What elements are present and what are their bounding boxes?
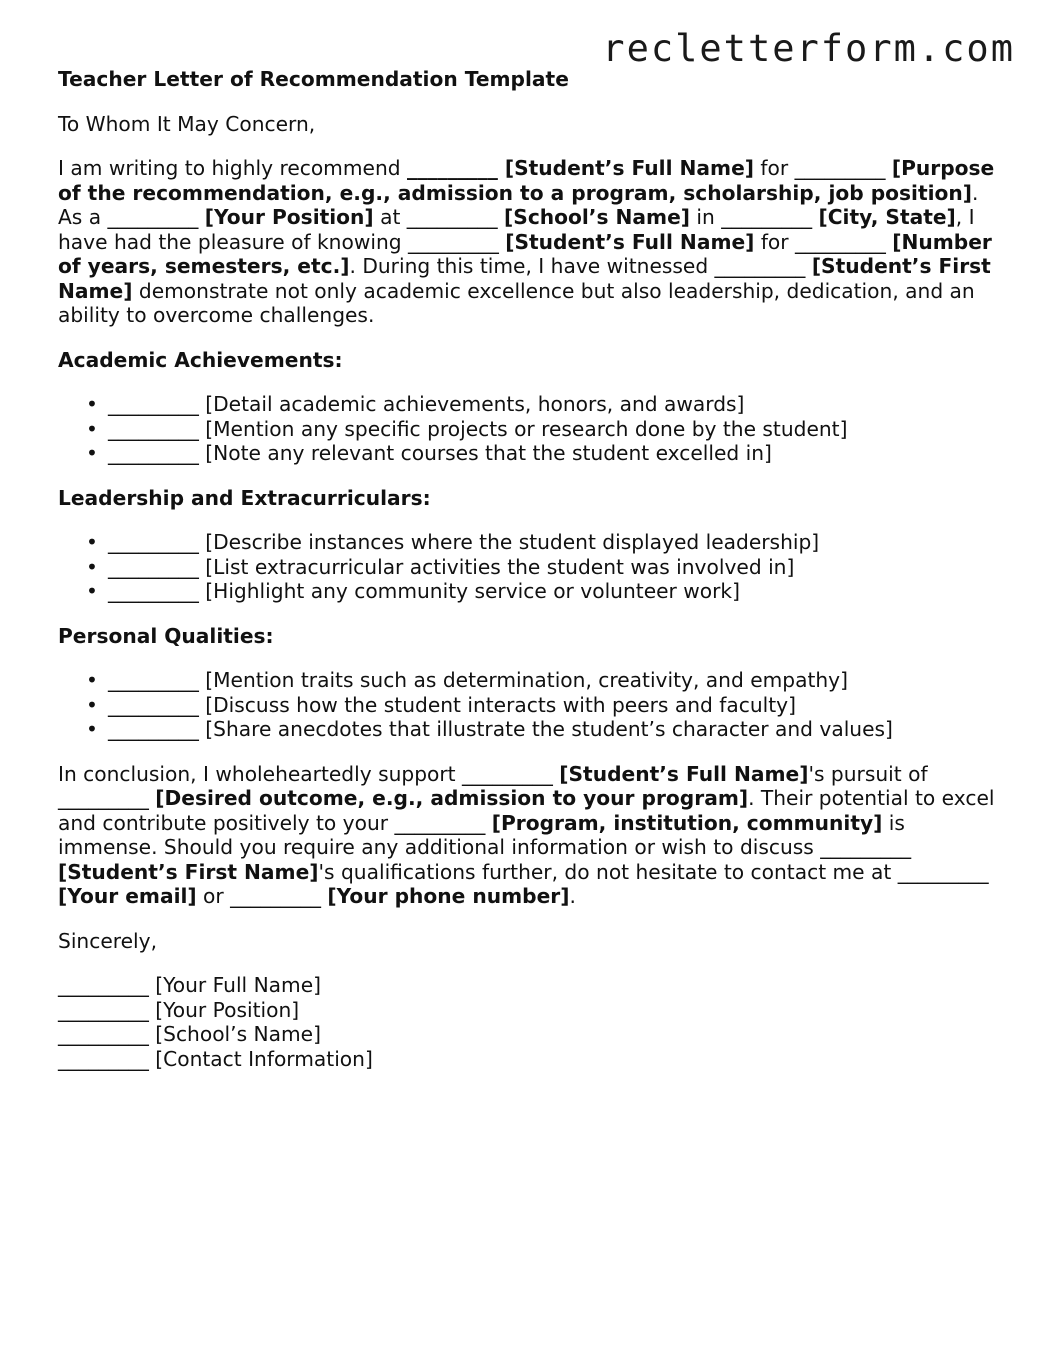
conclusion-text: 's pursuit of _________ [58,761,928,810]
intro-text: demonstrate not only academic excellence but also leadership, dedication, and an ability to overcome challenges. [58,278,975,327]
letter-document [58,67,998,1071]
conclusion-text: In conclusion, I wholeheartedly support _________ [58,761,560,786]
intro-text: . During this time, I have witnessed _________ [349,254,812,278]
intro-text: at _________ [373,205,505,229]
intro-field-city-state: [City, State] [818,205,956,229]
list-item: • _________ [Note any relevant courses that the student excelled in] [108,441,998,466]
conclusion-field-student-name: [Student’s Full Name] [559,761,809,786]
intro-paragraph [58,156,998,328]
salutation: To Whom It May Concern, [58,111,316,136]
academic-list [58,392,998,466]
conclusion-field-outcome: [Desired outcome, e.g., admission to your program] [155,786,749,810]
site-watermark: recletterform.com [602,27,1015,70]
leadership-list [58,530,998,604]
section-heading-academic: Academic Achievements: [58,347,343,372]
signature-block [58,973,998,1071]
closing: Sincerely, [58,928,157,953]
list-item: • _________ [Mention any specific projects or research done by the student] [108,417,998,442]
conclusion-text: 's qualifications further, do not hesitate to contact me at _________ [318,859,989,884]
conclusion-field-phone: [Your phone number] [327,884,570,908]
conclusion-field-email: [Your email] [58,884,197,908]
signature-line-position: _________ [Your Position] [58,997,300,1022]
intro-field-school: [School’s Name] [504,205,690,229]
conclusion-field-first-name: [Student’s First Name] [58,859,319,884]
list-item: • _________ [Describe instances where the student displayed leadership] [108,530,998,555]
list-item: • _________ [Mention traits such as determination, creativity, and empathy] [108,668,998,693]
list-item: • _________ [Detail academic achievements, honors, and awards] [108,392,998,417]
conclusion-text: or _________ [196,884,328,908]
document-title: Teacher Letter of Recommendation Template [58,67,569,91]
conclusion-text: is immense. Should you require any additional information or wish to discuss _________ [58,810,912,859]
intro-field-purpose: [Purpose of the recommendation, e.g., admission to a program, scholarship, job position] [58,156,995,205]
intro-text: in _________ [690,205,819,229]
intro-text: . As a _________ [58,180,979,229]
intro-field-student-name: _________ [Student’s Full Name] [406,156,754,180]
intro-text: , I have had the pleasure of knowing _________ [58,205,975,254]
intro-text: I am writing to highly recommend [58,156,407,180]
list-item: • _________ [List extracurricular activities the student was involved in] [108,555,998,580]
list-item: • _________ [Highlight any community service or volunteer work] [108,579,998,604]
intro-text: for _________ [754,156,892,180]
intro-field-student-name-2: [Student’s Full Name] [505,229,755,254]
list-item: • _________ [Discuss how the student interacts with peers and faculty] [108,693,998,718]
intro-field-position: [Your Position] [204,205,374,229]
conclusion-text: . Their potential to excel and contribute positively to your _________ [58,786,995,835]
signature-line-name: _________ [Your Full Name] [58,973,322,997]
signature-line-school: _________ [School’s Name] [58,1022,321,1046]
signature-line-contact: _________ [Contact Information] [58,1046,373,1071]
conclusion-field-program: [Program, institution, community] [491,810,883,835]
personal-list [58,668,998,742]
intro-text: for _________ [754,229,893,254]
conclusion-paragraph [58,762,998,909]
intro-field-first-name: [Student’s First Name] [58,254,991,303]
intro-field-duration: [Number of years, semesters, etc.] [58,229,992,278]
list-item: • _________ [Share anecdotes that illustrate the student’s character and values] [108,717,998,742]
section-heading-personal: Personal Qualities: [58,623,274,648]
section-heading-leadership: Leadership and Extracurriculars: [58,485,431,510]
conclusion-text: . [569,884,576,908]
